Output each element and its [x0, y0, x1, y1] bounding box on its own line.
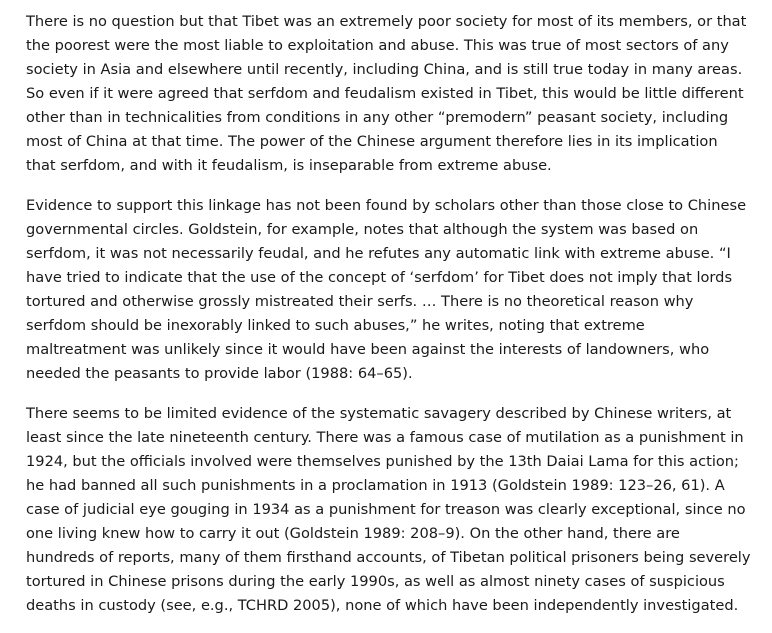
text-line: have tried to indicate that the use of the concept of ‘serfdom’ for Tibet does not imply that lords — [26, 269, 733, 286]
text-line: other than in technicalities from conditions in any other “premodern” peasant society, including — [26, 109, 729, 126]
text-line: society in Asia and elsewhere until recently, including China, and is still true today in many areas. — [26, 61, 743, 78]
text-line: So even if it were agreed that serfdom and feudalism existed in Tibet, this would be little different — [26, 85, 744, 102]
text-line: There seems to be limited evidence of the systematic savagery described by Chinese writers, at — [26, 405, 732, 422]
text-line: governmental circles. Goldstein, for example, notes that although the system was based on — [26, 221, 699, 238]
text-line: serfdom should be inexorably linked to such abuses,” he writes, noting that extreme — [26, 317, 645, 334]
text-line: least since the late nineteenth century. There was a famous case of mutilation as a punishment in — [26, 429, 744, 446]
paragraph-3 — [26, 402, 751, 618]
text-line: serfdom, it was not necessarily feudal, and he refutes any automatic link with extreme abuse. “I — [26, 245, 731, 262]
paragraph-1 — [26, 10, 747, 178]
document-body — [26, 10, 751, 618]
text-line: that serfdom, and with it feudalism, is inseparable from extreme abuse. — [26, 157, 552, 174]
text-line: Evidence to support this linkage has not been found by scholars other than those close to Chinese — [26, 197, 747, 214]
text-line: tortured and otherwise grossly mistreated their serfs. … There is no theoretical reason why — [26, 293, 694, 310]
text-line: the poorest were the most liable to exploitation and abuse. This was true of most sectors of any — [26, 37, 729, 54]
paragraph-2 — [26, 194, 747, 386]
text-line: needed the peasants to provide labor (1988: 64–65). — [26, 365, 413, 382]
text-line: case of judicial eye gouging in 1934 as a punishment for treason was clearly exceptional, since no — [26, 501, 746, 518]
text-line: he had banned all such punishments in a proclamation in 1913 (Goldstein 1989: 123–26, 61). A — [26, 477, 725, 494]
text-line: deaths in custody (see, e.g., TCHRD 2005), none of which have been independently investigated. — [26, 597, 739, 614]
text-line: 1924, but the officials involved were themselves punished by the 13th Daiai Lama for this action; — [26, 453, 739, 470]
text-line: tortured in Chinese prisons during the early 1990s, as well as almost ninety cases of suspicious — [26, 573, 725, 590]
text-line: one living knew how to carry it out (Goldstein 1989: 208–9). On the other hand, there are — [26, 525, 680, 542]
text-line: most of China at that time. The power of the Chinese argument therefore lies in its implication — [26, 133, 718, 150]
text-line: hundreds of reports, many of them firsthand accounts, of Tibetan political prisoners being severely — [26, 549, 751, 566]
text-line: maltreatment was unlikely since it would have been against the interests of landowners, who — [26, 341, 710, 358]
text-line: There is no question but that Tibet was an extremely poor society for most of its members, or that — [26, 13, 747, 30]
